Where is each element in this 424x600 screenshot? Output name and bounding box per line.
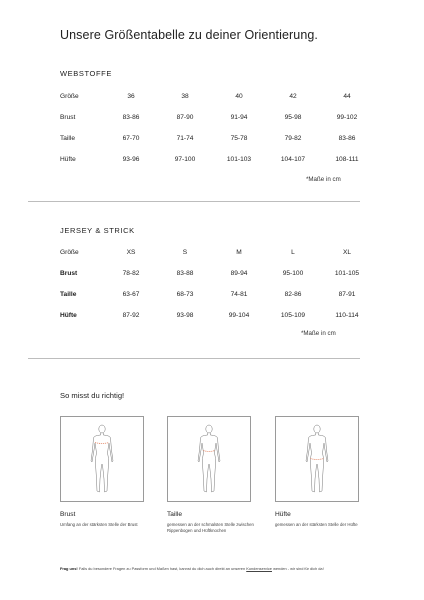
table-cell: 108-111: [335, 156, 359, 163]
size-header: 40: [235, 93, 243, 100]
table-cell: 93-98: [176, 312, 194, 319]
table-row: [60, 284, 374, 305]
table-row: [60, 128, 374, 149]
footer-lead: Frag uns!: [60, 566, 78, 571]
table-header-row: [60, 242, 374, 263]
section-divider: [28, 201, 360, 202]
size-header: 44: [343, 93, 351, 100]
table-cell: 82-86: [284, 291, 302, 298]
row-label: Taille: [60, 135, 76, 142]
measure-title: So misst du richtig!: [60, 391, 125, 400]
size-header: 42: [289, 93, 297, 100]
customer-service-link[interactable]: Kundenservice: [246, 566, 272, 571]
webstoffe-table: [60, 86, 374, 170]
waist-label: Taille: [167, 511, 183, 518]
hip-marker: [310, 459, 323, 460]
table-row: [60, 149, 374, 170]
page-title: Unsere Größentabelle zu deiner Orientierung.: [60, 28, 319, 42]
header-label: Größe: [60, 93, 79, 100]
row-label: Taille: [60, 291, 77, 298]
row-label: Hüfte: [60, 156, 76, 163]
table-header-row: [60, 86, 374, 107]
hip-label: Hüfte: [275, 511, 291, 518]
body-figure-icon: [276, 417, 358, 501]
section-divider: [28, 358, 360, 359]
table-cell: 83-88: [176, 270, 194, 277]
bust-description: Umfang an der stärksten Stelle der Brust: [60, 522, 138, 527]
footer-tail: wenden - wir sind für dich da!: [273, 566, 324, 571]
table-cell: 67-70: [122, 135, 140, 142]
table-cell: 87-92: [122, 312, 140, 319]
size-header: M: [236, 249, 242, 256]
table-cell: 71-74: [176, 135, 194, 142]
size-header: L: [291, 249, 295, 256]
bust-marker: [95, 443, 109, 444]
header-label: Größe: [60, 249, 79, 256]
table-cell: 74-81: [230, 291, 248, 298]
footer-text: Falls du besondere Fragen zu Passform und Maßen hast, kannst du dich auch direkt an unseren: [78, 566, 246, 571]
table-cell: 95-100: [282, 270, 304, 277]
table-cell: 83-86: [338, 135, 356, 142]
table-cell: 95-98: [284, 114, 302, 121]
table-cell: 87-90: [176, 114, 194, 121]
table-cell: 87-91: [338, 291, 356, 298]
bust-figure-box: [60, 416, 144, 502]
webstoffe-note: *Maße in cm: [306, 176, 341, 183]
table-cell: 79-82: [284, 135, 302, 142]
jersey-note: *Maße in cm: [301, 330, 336, 337]
table-cell: 68-73: [176, 291, 194, 298]
table-row: [60, 263, 374, 284]
table-cell: 99-102: [336, 114, 358, 121]
table-cell: 93-96: [122, 156, 140, 163]
row-label: Brust: [60, 114, 76, 121]
table-cell: 101-103: [226, 156, 252, 163]
table-cell: 101-105: [334, 270, 360, 277]
waist-marker: [203, 451, 214, 452]
row-label: Hüfte: [60, 312, 77, 319]
table-cell: 75-78: [230, 135, 248, 142]
table-cell: 97-100: [174, 156, 196, 163]
body-figure-icon: [168, 417, 250, 501]
table-cell: 99-104: [228, 312, 250, 319]
webstoffe-heading: WEBSTOFFE: [60, 69, 112, 78]
table-cell: 83-86: [122, 114, 140, 121]
table-row: [60, 107, 374, 128]
table-cell: 110-114: [335, 312, 359, 319]
table-row: [60, 305, 374, 326]
jersey-heading: JERSEY & STRICK: [60, 226, 135, 235]
waist-description: gemessen an der schmalsten Stelle zwischen Rippenbogen und Hüftknochen: [167, 522, 254, 533]
size-header: XS: [126, 249, 136, 256]
size-header: 38: [181, 93, 189, 100]
size-header: S: [182, 249, 188, 256]
table-cell: 78-82: [122, 270, 140, 277]
body-figure-icon: [61, 417, 143, 501]
waist-figure-box: [167, 416, 251, 502]
jersey-table: [60, 242, 374, 326]
size-header: 36: [127, 93, 135, 100]
table-cell: 104-107: [280, 156, 306, 163]
row-label: Brust: [60, 270, 78, 277]
table-cell: 89-94: [230, 270, 248, 277]
table-cell: 91-94: [230, 114, 248, 121]
hip-description: gemessen an der stärksten Stelle der Hüfte: [275, 522, 358, 527]
table-cell: 105-109: [280, 312, 306, 319]
size-header: XL: [342, 249, 352, 256]
table-cell: 63-67: [122, 291, 140, 298]
footer-note: [60, 566, 324, 571]
hip-figure-box: [275, 416, 359, 502]
bust-label: Brust: [60, 511, 76, 518]
